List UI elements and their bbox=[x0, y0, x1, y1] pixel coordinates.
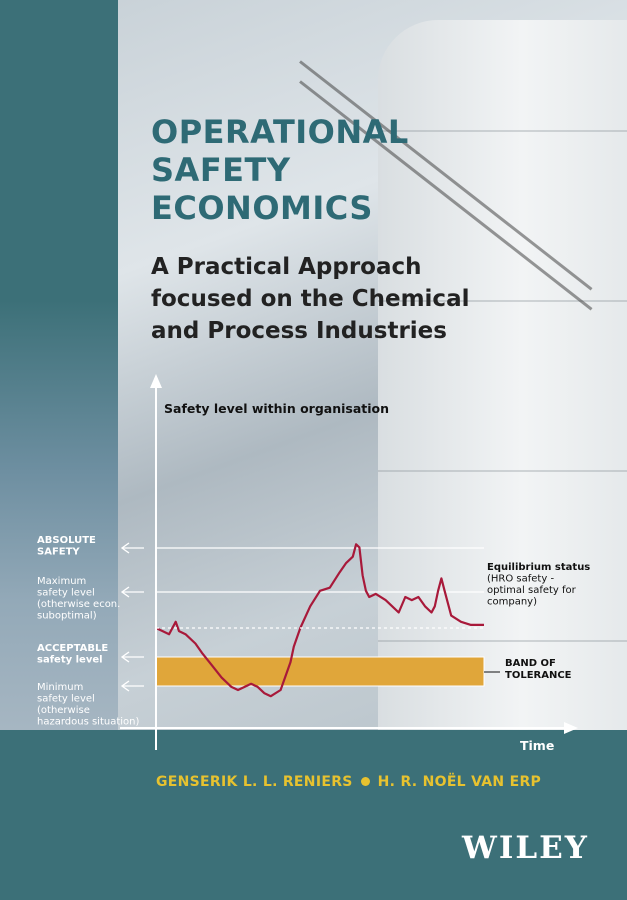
y-axis-arrow-icon bbox=[150, 374, 162, 388]
equilibrium-label: Equilibrium status (HRO safety -optimal safety for company) bbox=[487, 562, 591, 608]
authors bbox=[156, 774, 541, 790]
x-axis-label: Time bbox=[520, 738, 555, 753]
band-label: BAND OF TOLERANCE bbox=[505, 658, 572, 681]
publisher-logo: WILEY bbox=[462, 830, 589, 866]
safety-chart bbox=[0, 360, 627, 760]
side-labels bbox=[484, 562, 590, 681]
level-label-absolute: ABSOLUTE SAFETY bbox=[37, 535, 96, 558]
book-subtitle: A Practical Approach focused on the Chemical and Process Industries bbox=[151, 254, 470, 344]
x-axis-arrow-icon bbox=[564, 722, 578, 734]
level-labels bbox=[37, 535, 140, 728]
bullet-dot-icon bbox=[361, 777, 370, 786]
book-title: OPERATIONAL SAFETY ECONOMICS bbox=[151, 113, 409, 227]
level-label-acceptable: ACCEPTABLE safety level bbox=[37, 643, 109, 666]
level-label-minimum: Minimum safety level (otherwise hazardous situation) bbox=[37, 682, 140, 728]
tolerance-band bbox=[156, 657, 484, 686]
author-1: GENSERIK L. L. RENIERS bbox=[156, 774, 353, 790]
y-axis-label: Safety level within organisation bbox=[164, 401, 390, 416]
level-label-maximum: Maximum safety level (otherwise econ. suboptimal) bbox=[37, 576, 121, 622]
author-2: H. R. NOËL VAN ERP bbox=[377, 774, 542, 790]
